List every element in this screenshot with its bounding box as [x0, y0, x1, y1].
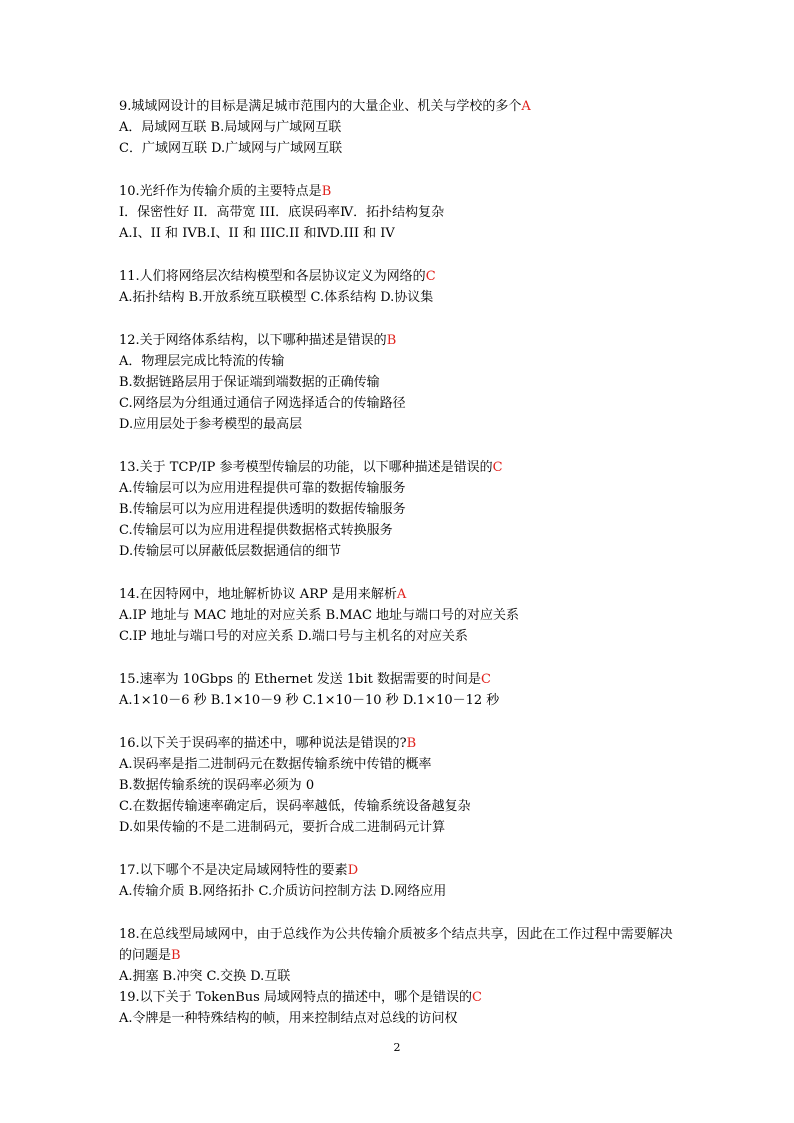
question-stem: 10.光纤作为传输介质的主要特点是B	[119, 184, 332, 199]
document-body	[119, 96, 679, 1029]
answer-mark: A	[396, 587, 407, 602]
question-stem: 13.关于 TCP/IP 参考模型传输层的功能，以下哪种描述是错误的C	[119, 460, 503, 475]
question-12	[119, 330, 679, 435]
question-stem: 11.人们将网络层次结构模型和各层协议定义为网络的C	[119, 269, 436, 284]
answer-mark: B	[171, 948, 181, 963]
option-line: B.传输层可以为应用进程提供透明的数据传输服务	[119, 502, 406, 517]
option-line: A.传输介质 B.网络拓扑 C.介质访问控制方法 D.网络应用	[119, 884, 447, 899]
option-line: A.1×10－6 秒 B.1×10－9 秒 C.1×10－10 秒 D.1×10－12 秒	[119, 693, 500, 708]
answer-mark: B	[321, 184, 332, 199]
option-line: A.误码率是指二进制码元在数据传输系统中传错的概率	[119, 757, 432, 772]
option-line: C．广域网互联 D.广域网与广域网互联	[119, 141, 343, 156]
answer-mark: B	[406, 736, 417, 751]
question-9	[119, 96, 679, 159]
question-stem: 9.城域网设计的目标是满足城市范围内的大量企业、机关与学校的多个A	[119, 99, 531, 114]
question-17	[119, 860, 679, 902]
question-11	[119, 266, 679, 308]
answer-mark: C	[492, 460, 503, 475]
option-line: A.IP 地址与 MAC 地址的对应关系 B.MAC 地址与端口号的对应关系	[119, 608, 520, 623]
option-line: C.网络层为分组通过通信子网选择适合的传输路径	[119, 396, 406, 411]
question-stem: 17.以下哪个不是决定局域网特性的要素D	[119, 863, 359, 878]
answer-mark: A	[521, 99, 531, 114]
option-line: I．保密性好 II．高带宽 III．底误码率Ⅳ．拓扑结构复杂	[119, 205, 445, 220]
question-16	[119, 733, 679, 838]
question-19	[119, 987, 679, 1029]
option-line: D.应用层处于参考模型的最高层	[119, 417, 303, 432]
question-stem: 12.关于网络体系结构，以下哪种描述是错误的B	[119, 333, 397, 348]
option-line: A.拥塞 B.冲突 C.交换 D.互联	[119, 969, 291, 984]
option-line: A.令牌是一种特殊结构的帧，用来控制结点对总线的访问权	[119, 1011, 458, 1026]
option-line: A.拓扑结构 B.开放系统互联模型 C.体系结构 D.协议集	[119, 290, 434, 305]
question-13	[119, 457, 679, 562]
option-line: C.IP 地址与端口号的对应关系 D.端口号与主机名的对应关系	[119, 629, 468, 644]
page-number: 2	[393, 1041, 401, 1054]
answer-mark: C	[471, 990, 482, 1005]
question-stem: 18.在总线型局域网中，由于总线作为公共传输介质被多个结点共享，因此在工作过程中需要解决的问题是B	[119, 927, 673, 963]
question-18	[119, 924, 679, 987]
question-15	[119, 669, 679, 711]
question-10	[119, 181, 679, 244]
question-stem: 19.以下关于 TokenBus 局域网特点的描述中，哪个是错误的C	[119, 990, 482, 1005]
option-line: A.I、II 和 IVB.I、II 和 IIIC.II 和ⅣD.III 和 IV	[119, 226, 395, 241]
option-line: A．局域网互联 B.局域网与广域网互联	[119, 120, 342, 135]
answer-mark: C	[480, 672, 491, 687]
option-line: C.传输层可以为应用进程提供数据格式转换服务	[119, 523, 393, 538]
option-line: B.数据链路层用于保证端到端数据的正确传输	[119, 375, 380, 390]
question-stem: 16.以下关于误码率的描述中，哪种说法是错误的?B	[119, 736, 417, 751]
question-stem: 14.在因特网中，地址解析协议 ARP 是用来解析A	[119, 587, 407, 602]
option-line: A.传输层可以为应用进程提供可靠的数据传输服务	[119, 481, 406, 496]
answer-mark: D	[347, 863, 359, 878]
question-stem: 15.速率为 10Gbps 的 Ethernet 发送 1bit 数据需要的时间是C	[119, 672, 491, 687]
option-line: D.传输层可以屏蔽低层数据通信的细节	[119, 544, 342, 559]
option-line: B.数据传输系统的误码率必须为 0	[119, 778, 315, 793]
option-line: A．物理层完成比特流的传输	[119, 354, 285, 369]
option-line: D.如果传输的不是二进制码元，要折合成二进制码元计算	[119, 820, 446, 835]
answer-mark: B	[386, 333, 397, 348]
question-14	[119, 584, 679, 647]
answer-mark: C	[425, 269, 436, 284]
option-line: C.在数据传输速率确定后，误码率越低，传输系统设备越复杂	[119, 799, 471, 814]
